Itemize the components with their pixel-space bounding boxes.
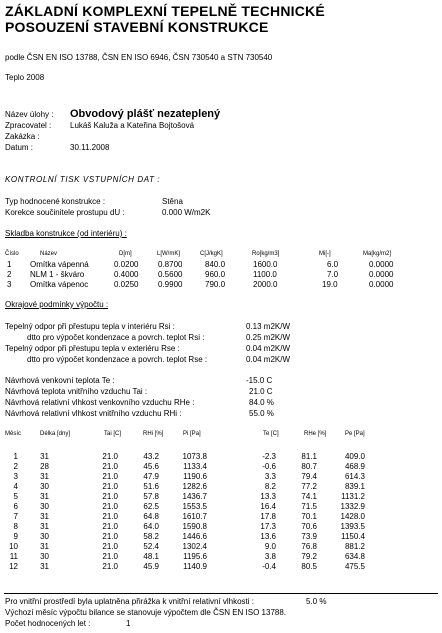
month-rhi: 64.0 (143, 522, 159, 531)
month-pi: 1302.4 (182, 542, 207, 551)
layer-mi: 7.0 (327, 270, 339, 279)
month-number: 4 (13, 482, 18, 491)
monthly-header-cell: RHi [%] (143, 431, 164, 437)
layers-header-cell: Mi[-] (319, 251, 331, 257)
rhe-value: 84.0 % (249, 398, 274, 407)
month-days: 28 (40, 462, 49, 471)
month-pi: 1282.6 (182, 482, 207, 491)
month-pi: 1590.8 (182, 522, 207, 531)
month-pe: 1428.0 (340, 512, 365, 521)
month-days: 30 (40, 532, 49, 541)
task-name-value: Obvodový plášť nezateplený (70, 108, 221, 120)
month-rhe: 73.9 (301, 532, 317, 541)
layers-heading: Skladba konstrukce (od interiéru) : (5, 229, 127, 238)
month-rhe: 79.2 (301, 552, 317, 561)
layer-mi: 19.0 (322, 280, 338, 289)
correction-value: 0.000 W/m2K (162, 208, 211, 217)
month-te: 13.6 (260, 532, 276, 541)
month-te: 3.8 (264, 552, 276, 561)
month-rhe: 74.1 (301, 492, 317, 501)
month-pe: 634.8 (344, 552, 365, 561)
month-rhi: 45.9 (143, 562, 159, 571)
month-rhi: 47.9 (143, 472, 159, 481)
layers-header-cell: L[W/mK] (157, 251, 181, 257)
tai-value: 21.0 C (249, 387, 273, 396)
month-days: 31 (40, 562, 49, 571)
layer-density: 1600.0 (253, 260, 278, 269)
month-pi: 1610.7 (182, 512, 207, 521)
month-tai: 21.0 (102, 532, 118, 541)
monthly-header-cell: RHe [%] (304, 431, 327, 437)
monthly-header-cell: Pi [Pa] (183, 431, 201, 437)
month-pi: 1140.9 (183, 562, 207, 571)
month-te: 17.8 (260, 512, 276, 521)
layers-header-cell: Název (40, 251, 58, 257)
month-pe: 1150.4 (341, 532, 365, 541)
month-te: -0.6 (262, 462, 276, 471)
month-rhi: 45.6 (143, 462, 159, 471)
rhi-label: Návrhová relativní vlhkost vnitřního vzduchu RHi : (5, 409, 182, 418)
month-pi: 1190.6 (183, 472, 207, 481)
layer-thickness: 0.0250 (114, 280, 139, 289)
layers-header-cell: D[m] (119, 251, 132, 257)
month-tai: 21.0 (102, 512, 118, 521)
month-pi: 1436.7 (182, 492, 207, 501)
years-label: Počet hodnocených let : (5, 619, 91, 628)
month-number: 1 (13, 452, 18, 461)
month-rhe: 79.4 (301, 472, 317, 481)
month-rhi: 57.8 (143, 492, 159, 501)
month-number: 2 (13, 462, 18, 471)
monthly-header-cell: Měsíc (5, 431, 22, 437)
rse-value: 0.04 m2K/W (246, 344, 291, 353)
rhi-value: 55.0 % (249, 409, 274, 418)
surcharge-label: Pro vnitřní prostředí byla uplatněna přirážka k vnitřní relativní vlhkosti : (5, 597, 254, 606)
order-label: Zakázka : (5, 132, 40, 141)
month-days: 31 (40, 522, 49, 531)
month-rhe: 81.1 (301, 452, 317, 461)
month-te: -0.4 (262, 562, 276, 571)
month-rhe: 71.5 (301, 502, 317, 511)
month-rhi: 48.1 (143, 552, 159, 561)
month-number: 11 (9, 552, 18, 561)
rse-cond-label: dtto pro výpočet kondenzace a povrch. teplot Rse : (27, 355, 208, 364)
month-number: 6 (13, 502, 18, 511)
task-name-label: Název úlohy : (5, 110, 54, 119)
layer-density: 2000.0 (253, 280, 278, 289)
month-te: 13.3 (260, 492, 276, 501)
month-number: 5 (13, 492, 18, 501)
report-title-line2: POSOUZENÍ STAVEBNÍ KONSTRUKCE (5, 19, 269, 35)
layer-mi: 6.0 (327, 260, 339, 269)
month-rhi: 52.4 (143, 542, 159, 551)
month-rhi: 51.6 (143, 482, 159, 491)
month-pe: 614.3 (344, 472, 365, 481)
month-pe: 409.0 (344, 452, 365, 461)
month-te: 8.2 (264, 482, 276, 491)
te-label: Návrhová venkovní teplota Te : (5, 376, 115, 385)
years-value: 1 (126, 619, 131, 628)
month-pe: 839.1 (344, 482, 365, 491)
month-pe: 881.2 (344, 542, 365, 551)
month-te: 9.0 (264, 542, 276, 551)
month-pi: 1553.5 (182, 502, 207, 511)
month-tai: 21.0 (102, 462, 118, 471)
month-pe: 475.5 (344, 562, 365, 571)
layer-number: 1 (7, 260, 12, 269)
month-pi: 1073.8 (182, 452, 207, 461)
rsi-label: Tepelný odpor při přestupu tepla v interiéru Rsi : (5, 322, 175, 331)
te-value: -15.0 C (246, 376, 273, 385)
month-tai: 21.0 (102, 552, 118, 561)
month-days: 30 (40, 552, 49, 561)
footer-divider (4, 593, 438, 594)
month-te: 17.3 (260, 522, 276, 531)
month-days: 31 (40, 512, 49, 521)
month-tai: 21.0 (102, 542, 118, 551)
layer-name: Omítka vápenoc (30, 280, 89, 289)
tai-label: Návrhová teplota vnitřního vzduchu Tai : (5, 387, 148, 396)
month-pe: 1332.9 (340, 502, 365, 511)
month-days: 31 (40, 492, 49, 501)
month-number: 8 (13, 522, 18, 531)
start-month-note: Výchozí měsíc výpočtu bilance se stanovuje výpočtem dle ČSN EN ISO 13788. (5, 608, 287, 617)
construction-type-label: Typ hodnocené konstrukce : (5, 197, 106, 206)
layer-heat-capacity: 960.0 (205, 270, 226, 279)
standards-line: podle ČSN EN ISO 13788, ČSN EN ISO 6946, ČSN 730540 a STN 730540 (5, 53, 273, 62)
monthly-header-cell: Te [C] (263, 431, 279, 437)
layer-thickness: 0.0200 (114, 260, 139, 269)
layer-name: Omítka vápenná (30, 260, 89, 269)
month-rhe: 70.6 (301, 522, 317, 531)
month-rhe: 76.8 (301, 542, 317, 551)
layer-heat-capacity: 790.0 (205, 280, 226, 289)
layer-number: 2 (7, 270, 12, 279)
month-number: 3 (13, 472, 18, 481)
layer-conductivity: 0.9900 (158, 280, 183, 289)
construction-type-value: Stěna (162, 197, 183, 206)
layer-heat-capacity: 840.0 (205, 260, 226, 269)
month-tai: 21.0 (102, 502, 118, 511)
month-days: 30 (40, 482, 49, 491)
month-rhe: 70.1 (301, 512, 317, 521)
month-rhe: 77.2 (301, 482, 317, 491)
month-number: 12 (9, 562, 18, 571)
rse-label: Tepelný odpor při přestupu tepla v exteriéru Rse : (5, 344, 180, 353)
month-days: 31 (40, 452, 49, 461)
monthly-header-cell: Tai [C] (104, 431, 122, 437)
month-days: 31 (40, 472, 49, 481)
layer-number: 3 (7, 280, 12, 289)
program-name: Teplo 2008 (5, 73, 45, 82)
month-rhe: 80.7 (301, 462, 317, 471)
month-days: 30 (40, 502, 49, 511)
month-number: 7 (13, 512, 18, 521)
month-rhi: 62.5 (143, 502, 159, 511)
month-number: 10 (9, 542, 18, 551)
month-tai: 21.0 (102, 452, 118, 461)
rhe-label: Návrhová relativní vlhkost venkovního vzduchu RHe : (5, 398, 195, 407)
month-tai: 21.0 (102, 472, 118, 481)
author-label: Zpracovatel : (5, 121, 52, 130)
month-pi: 1195.6 (183, 552, 207, 561)
month-pe: 1131.2 (341, 492, 365, 501)
month-number: 9 (13, 532, 18, 541)
month-tai: 21.0 (102, 522, 118, 531)
layer-conductivity: 0.8700 (158, 260, 183, 269)
month-rhi: 43.2 (143, 452, 159, 461)
month-pi: 1446.6 (182, 532, 207, 541)
rsi-cond-value: 0.25 m2K/W (246, 333, 291, 342)
layer-density: 1100.0 (253, 270, 277, 279)
layers-header-cell: Ro[kg/m3] (252, 251, 280, 257)
layer-ma: 0.0000 (369, 270, 394, 279)
layer-thickness: 0.4000 (114, 270, 139, 279)
report-title-line1: ZÁKLADNÍ KOMPLEXNÍ TEPELNĚ TECHNICKÉ (5, 3, 325, 19)
date-label: Datum : (5, 143, 34, 152)
month-te: -2.3 (262, 452, 276, 461)
layer-ma: 0.0000 (369, 280, 394, 289)
month-rhi: 58.2 (143, 532, 159, 541)
month-te: 3.3 (264, 472, 276, 481)
month-rhi: 64.8 (143, 512, 159, 521)
monthly-header-cell: Délka [dny] (40, 431, 71, 437)
layer-conductivity: 0.5600 (158, 270, 183, 279)
month-tai: 21.0 (102, 492, 118, 501)
date-value: 30.11.2008 (70, 143, 110, 152)
author-value: Lukáš Kaluža a Kateřina Bojtošová (70, 121, 195, 130)
layer-ma: 0.0000 (369, 260, 394, 269)
month-days: 31 (40, 542, 49, 551)
boundary-heading: Okrajové podmínky výpočtu : (5, 300, 109, 309)
month-pi: 1133.4 (183, 462, 207, 471)
month-rhe: 80.5 (301, 562, 317, 571)
rsi-cond-label: dtto pro výpočet kondenzace a povrch. teplot Rsi : (27, 333, 205, 342)
month-te: 16.4 (260, 502, 276, 511)
layers-header-cell: Ma[kg/m2] (363, 251, 392, 257)
month-pe: 1393.5 (340, 522, 365, 531)
rsi-value: 0.13 m2K/W (246, 322, 291, 331)
surcharge-value: 5.0 % (306, 597, 327, 606)
month-tai: 21.0 (102, 562, 118, 571)
monthly-header-cell: Pe [Pa] (345, 431, 365, 437)
month-tai: 21.0 (102, 482, 118, 491)
correction-label: Korekce součinitele prostupu dU : (5, 208, 125, 217)
layers-header-cell: C[J/kgK] (200, 251, 223, 257)
layer-name: NLM 1 - škváro (30, 270, 85, 279)
control-heading: KONTROLNÍ TISK VSTUPNÍCH DAT : (5, 175, 161, 184)
month-pe: 468.9 (344, 462, 365, 471)
rse-cond-value: 0.04 m2K/W (246, 355, 291, 364)
layers-header-cell: Číslo (5, 251, 19, 257)
